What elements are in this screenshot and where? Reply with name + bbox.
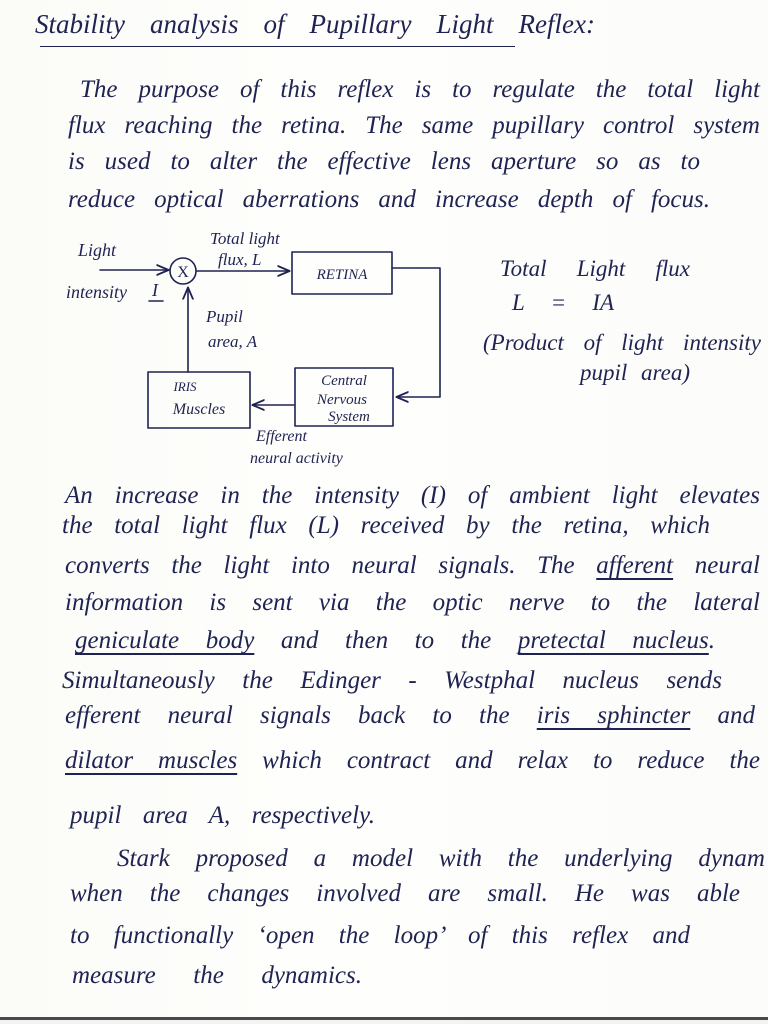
pupil-label-line: area, A — [208, 332, 258, 351]
efferent-label-line: Efferent — [256, 428, 307, 445]
iris-label-line: IRIS — [173, 379, 197, 394]
pupil-label-line: Pupil — [206, 307, 243, 326]
light-input-label: Light — [78, 240, 117, 260]
intensity-symbol: I — [152, 280, 158, 300]
line-text: converts the light into neural signals. The — [65, 552, 597, 579]
stark-line: Stark proposed a model with the underlying dynam — [117, 845, 765, 872]
line-text: pupil area A, respectively. — [70, 802, 375, 829]
cns-label-line: System — [328, 409, 370, 425]
line-text: efferent neural signals back to the — [65, 702, 537, 729]
mechanism-line — [62, 510, 710, 542]
mechanism-line — [62, 665, 722, 697]
mechanism-line — [65, 745, 760, 777]
retina-block — [292, 252, 392, 294]
equation-heading: Total Light flux — [500, 256, 690, 281]
mechanism-line — [65, 550, 760, 582]
cns-label-line: Nervous — [317, 392, 367, 408]
mechanism-line — [70, 800, 375, 832]
flux-label-line2: flux, L — [218, 250, 262, 269]
line-text: . — [708, 627, 716, 654]
underlined-term: geniculate body — [75, 627, 255, 654]
line-text: which contract and relax to reduce the — [237, 747, 761, 774]
line-text: and then to the — [254, 627, 518, 654]
intro-line: The purpose of this reflex is to regulate the total light — [80, 76, 760, 103]
page-title: Stability analysis of Pupillary Light Reflex: — [35, 9, 595, 39]
line-text: neural — [673, 552, 760, 579]
equation-explanation-line: pupil area) — [580, 360, 690, 385]
mechanism-line — [75, 625, 715, 657]
line-text: and — [690, 702, 755, 729]
cns-block — [295, 368, 393, 426]
line-text: the total light flux (L) received by the retina, which — [62, 512, 710, 539]
underlined-term: iris sphincter — [536, 702, 691, 729]
line-text: Simultaneously the Edinger - Westphal nucleus sends — [62, 667, 722, 694]
iris-muscles-block — [148, 372, 250, 428]
iris-label-line: Muscles — [172, 401, 226, 418]
underlined-term: afferent — [596, 552, 674, 579]
background-strip — [0, 1020, 768, 1024]
stark-line: when the changes involved are small. He was able — [70, 880, 740, 907]
mechanism-line — [65, 700, 755, 732]
intro-line: reduce optical aberrations and increase depth of focus. — [68, 186, 710, 213]
underlined-term: dilator muscles — [65, 747, 238, 774]
stark-line: measure the dynamics. — [72, 962, 362, 989]
cns-label-line: Central — [321, 373, 367, 389]
title-underline — [40, 46, 515, 47]
mechanism-line — [65, 587, 760, 619]
mechanism-line — [65, 480, 760, 512]
retina-label: RETINA — [316, 267, 368, 283]
stark-line: to functionally ‘open the loop’ of this reflex and — [70, 922, 690, 949]
intro-line: flux reaching the retina. The same pupillary control system — [68, 112, 760, 139]
intensity-label: intensity — [66, 282, 127, 302]
underlined-term: pretectal nucleus — [517, 627, 709, 654]
intro-line: is used to alter the effective lens aperture so as to — [68, 148, 700, 175]
equation: L = IA — [512, 290, 614, 315]
multiplier-symbol: X — [177, 264, 189, 281]
efferent-label-line: neural activity — [250, 450, 343, 467]
line-text: An increase in the intensity (I) of ambient light elevates — [65, 482, 760, 509]
line-text: information is sent via the optic nerve to the lateral — [65, 589, 760, 616]
flux-label-line1: Total light — [210, 229, 280, 248]
retina-to-cns-arrow — [392, 268, 440, 397]
equation-explanation-line: (Product of light intensity — [483, 330, 761, 355]
multiplier-junction — [170, 258, 196, 284]
